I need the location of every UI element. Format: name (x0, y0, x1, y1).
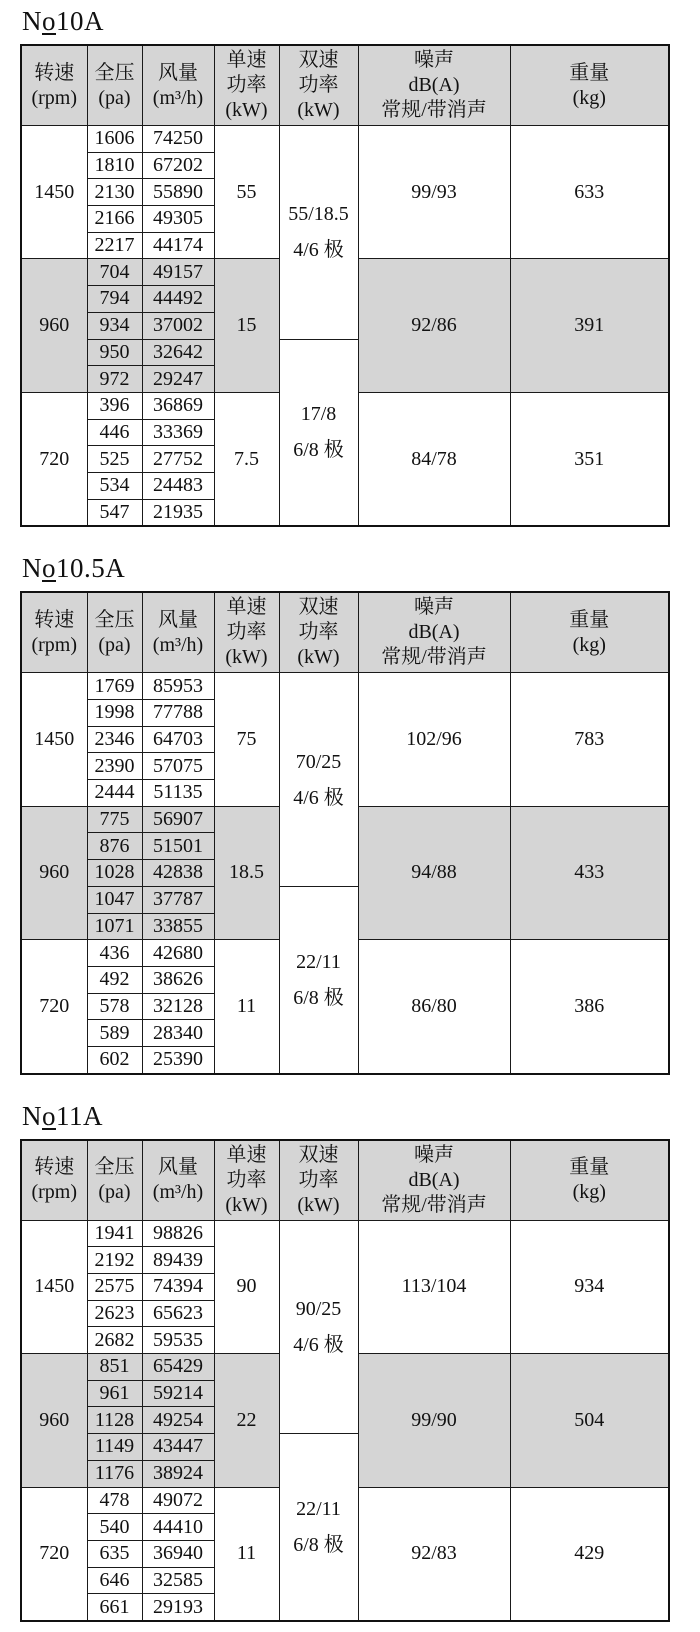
single-power-cell: 22 (214, 1354, 279, 1487)
header-line: 重量 (569, 608, 610, 631)
flow-cell: 33855 (142, 913, 214, 940)
flow-cell: 51501 (142, 833, 214, 860)
flow-cell: 77788 (142, 700, 214, 727)
single-power-cell: 55 (214, 126, 279, 259)
noise-cell: 86/80 (358, 940, 510, 1074)
pressure-cell: 436 (87, 940, 142, 967)
header-line: dB(A) (408, 74, 460, 96)
pressure-cell: 589 (87, 1020, 142, 1047)
header-line: 噪声 (414, 1143, 454, 1166)
pressure-cell: 2623 (87, 1300, 142, 1327)
dual-power-line: 4/6 极 (293, 239, 344, 262)
flow-cell: 67202 (142, 152, 214, 179)
single-power-cell: 15 (214, 259, 279, 392)
header-line: (kW) (297, 1193, 340, 1216)
header-line: (pa) (98, 86, 131, 109)
column-header-single-power (214, 45, 279, 126)
rpm-cell: 960 (21, 1354, 87, 1487)
pressure-cell: 635 (87, 1540, 142, 1567)
noise-cell: 99/93 (358, 126, 510, 259)
flow-cell: 74250 (142, 126, 214, 153)
pressure-cell: 1176 (87, 1460, 142, 1487)
flow-cell: 59214 (142, 1380, 214, 1407)
column-header-rpm (21, 1140, 87, 1221)
table-section (20, 553, 700, 1074)
flow-cell: 49305 (142, 206, 214, 233)
header-line: 全压 (94, 61, 135, 84)
rpm-cell: 960 (21, 806, 87, 939)
dual-power-line: 6/8 极 (293, 986, 344, 1009)
title-prefix: N (22, 553, 42, 584)
column-header-weight (510, 45, 669, 126)
table-row (21, 126, 669, 153)
column-header-dual-power (279, 1140, 358, 1221)
pressure-cell: 950 (87, 339, 142, 366)
header-line: (kW) (225, 99, 268, 121)
single-power-cell: 90 (214, 1220, 279, 1353)
pressure-cell: 851 (87, 1354, 142, 1381)
header-line: 转速 (34, 608, 75, 631)
dual-power-cell (279, 339, 358, 526)
column-header-single-power (214, 1140, 279, 1221)
weight-cell: 391 (510, 259, 669, 392)
rpm-cell: 1450 (21, 1220, 87, 1353)
header-line: 功率 (226, 1168, 267, 1191)
pressure-cell: 2166 (87, 206, 142, 233)
weight-cell: 386 (510, 940, 669, 1074)
column-header-flow (142, 592, 214, 673)
pressure-cell: 1028 (87, 860, 142, 887)
header-line: 噪声 (414, 49, 454, 71)
pressure-cell: 446 (87, 419, 142, 446)
noise-cell: 92/86 (358, 259, 510, 392)
flow-cell: 38626 (142, 966, 214, 993)
pressure-cell: 2130 (87, 179, 142, 206)
weight-cell: 934 (510, 1220, 669, 1353)
pressure-cell: 2575 (87, 1274, 142, 1301)
table-title (22, 1101, 700, 1132)
header-line: (rpm) (31, 1181, 78, 1204)
flow-cell: 21935 (142, 499, 214, 526)
dual-power-cell (279, 126, 358, 340)
pressure-cell: 2217 (87, 232, 142, 259)
pressure-cell: 1941 (87, 1220, 142, 1247)
pressure-cell: 661 (87, 1594, 142, 1621)
header-line: (m³/h) (152, 633, 204, 656)
table-row (21, 673, 669, 700)
spec-table (20, 44, 670, 527)
header-line: 转速 (34, 61, 75, 84)
spec-table (20, 1139, 670, 1622)
header-line: dB(A) (408, 621, 460, 644)
header-line: (pa) (98, 633, 131, 656)
header-line: 功率 (226, 74, 267, 96)
dual-power-line: 70/25 (295, 750, 342, 773)
pressure-cell: 534 (87, 472, 142, 499)
flow-cell: 43447 (142, 1434, 214, 1461)
header-line: 常规/带消声 (381, 646, 487, 669)
header-line: 风量 (158, 608, 198, 631)
noise-cell: 92/83 (358, 1487, 510, 1621)
title-model-number: 10.5A (56, 553, 126, 584)
pressure-cell: 1810 (87, 152, 142, 179)
header-line: dB(A) (408, 1168, 460, 1191)
table-section (20, 1101, 700, 1622)
pressure-cell: 2390 (87, 753, 142, 780)
column-header-noise (358, 592, 510, 673)
pressure-cell: 540 (87, 1514, 142, 1541)
flow-cell: 25390 (142, 1046, 214, 1073)
rpm-cell: 960 (21, 259, 87, 392)
header-row (21, 1140, 669, 1221)
header-line: (m³/h) (152, 86, 204, 109)
dual-power-line: 17/8 (300, 403, 337, 426)
flow-cell: 89439 (142, 1247, 214, 1274)
flow-cell: 36940 (142, 1540, 214, 1567)
header-line: 风量 (158, 1156, 198, 1179)
tables-root (20, 6, 700, 1622)
flow-cell: 65429 (142, 1354, 214, 1381)
flow-cell: 27752 (142, 446, 214, 473)
pressure-cell: 547 (87, 499, 142, 526)
flow-cell: 64703 (142, 726, 214, 753)
dual-power-cell (279, 886, 358, 1073)
noise-cell: 113/104 (358, 1220, 510, 1353)
column-header-dual-power (279, 592, 358, 673)
column-header-pressure (87, 45, 142, 126)
rpm-cell: 720 (21, 392, 87, 526)
rpm-cell: 1450 (21, 673, 87, 806)
header-line: 功率 (298, 621, 339, 644)
flow-cell: 49157 (142, 259, 214, 286)
flow-cell: 59535 (142, 1327, 214, 1354)
flow-cell: 44410 (142, 1514, 214, 1541)
dual-power-line: 4/6 极 (293, 1333, 344, 1356)
column-header-rpm (21, 45, 87, 126)
title-model-number: 11A (56, 1100, 103, 1131)
title-underlined-o: o (42, 553, 56, 584)
pressure-cell: 1998 (87, 700, 142, 727)
dual-power-cell (279, 1434, 358, 1621)
column-header-weight (510, 1140, 669, 1221)
flow-cell: 56907 (142, 806, 214, 833)
header-line: (kW) (225, 646, 268, 669)
header-line: (rpm) (31, 86, 78, 109)
pressure-cell: 876 (87, 833, 142, 860)
flow-cell: 49072 (142, 1487, 214, 1514)
flow-cell: 28340 (142, 1020, 214, 1047)
spec-table (20, 591, 670, 1074)
header-line: 双速 (298, 596, 339, 619)
single-power-cell: 11 (214, 940, 279, 1074)
title-model-number: 10A (56, 6, 104, 36)
header-line: 全压 (94, 608, 135, 631)
column-header-single-power (214, 592, 279, 673)
flow-cell: 32642 (142, 339, 214, 366)
flow-cell: 29193 (142, 1594, 214, 1621)
weight-cell: 433 (510, 806, 669, 939)
flow-cell: 44492 (142, 286, 214, 313)
pressure-cell: 1769 (87, 673, 142, 700)
pressure-cell: 525 (87, 446, 142, 473)
flow-cell: 74394 (142, 1274, 214, 1301)
title-underlined-o: o (42, 6, 56, 36)
flow-cell: 42838 (142, 860, 214, 887)
pressure-cell: 478 (87, 1487, 142, 1514)
header-line: (kW) (297, 99, 340, 121)
flow-cell: 57075 (142, 753, 214, 780)
flow-cell: 32585 (142, 1567, 214, 1594)
flow-cell: 42680 (142, 940, 214, 967)
dual-power-line: 6/8 极 (293, 1534, 344, 1557)
flow-cell: 36869 (142, 392, 214, 419)
header-line: 噪声 (414, 596, 454, 619)
table-row (21, 1220, 669, 1247)
column-header-pressure (87, 592, 142, 673)
header-line: (m³/h) (152, 1181, 204, 1204)
column-header-flow (142, 1140, 214, 1221)
column-header-flow (142, 45, 214, 126)
pressure-cell: 2682 (87, 1327, 142, 1354)
pressure-cell: 1128 (87, 1407, 142, 1434)
header-line: (kg) (572, 1181, 606, 1204)
header-line: 常规/带消声 (381, 99, 487, 121)
flow-cell: 85953 (142, 673, 214, 700)
dual-power-line: 4/6 极 (293, 786, 344, 809)
header-line: (rpm) (31, 633, 78, 656)
dual-power-line: 90/25 (295, 1297, 342, 1320)
noise-cell: 99/90 (358, 1354, 510, 1487)
header-line: (kW) (225, 1193, 268, 1216)
table-section (20, 6, 700, 527)
header-line: 双速 (298, 49, 339, 71)
header-line: 单速 (226, 49, 267, 71)
table-title (22, 6, 700, 37)
dual-power-line: 22/11 (296, 1498, 341, 1521)
title-prefix: N (22, 1100, 42, 1131)
weight-cell: 351 (510, 392, 669, 526)
single-power-cell: 18.5 (214, 806, 279, 939)
weight-cell: 783 (510, 673, 669, 806)
header-line: 转速 (34, 1156, 75, 1179)
rpm-cell: 720 (21, 1487, 87, 1621)
pressure-cell: 1071 (87, 913, 142, 940)
pressure-cell: 2444 (87, 780, 142, 807)
flow-cell: 33369 (142, 419, 214, 446)
title-prefix: N (22, 6, 42, 36)
single-power-cell: 7.5 (214, 392, 279, 526)
column-header-weight (510, 592, 669, 673)
pressure-cell: 396 (87, 392, 142, 419)
flow-cell: 49254 (142, 1407, 214, 1434)
header-line: 功率 (298, 1168, 339, 1191)
noise-cell: 84/78 (358, 392, 510, 526)
header-line: 全压 (94, 1156, 135, 1179)
flow-cell: 32128 (142, 993, 214, 1020)
pressure-cell: 794 (87, 286, 142, 313)
header-row (21, 45, 669, 126)
pressure-cell: 578 (87, 993, 142, 1020)
pressure-cell: 646 (87, 1567, 142, 1594)
rpm-cell: 1450 (21, 126, 87, 259)
noise-cell: 94/88 (358, 806, 510, 939)
pressure-cell: 2192 (87, 1247, 142, 1274)
flow-cell: 51135 (142, 780, 214, 807)
rpm-cell: 720 (21, 940, 87, 1074)
header-row (21, 592, 669, 673)
pressure-cell: 972 (87, 366, 142, 393)
pressure-cell: 602 (87, 1046, 142, 1073)
header-line: 单速 (226, 1143, 267, 1166)
weight-cell: 633 (510, 126, 669, 259)
header-line: 功率 (298, 74, 339, 96)
flow-cell: 65623 (142, 1300, 214, 1327)
header-line: 风量 (158, 61, 198, 84)
header-line: 重量 (569, 1156, 610, 1179)
flow-cell: 55890 (142, 179, 214, 206)
single-power-cell: 75 (214, 673, 279, 806)
flow-cell: 37002 (142, 312, 214, 339)
pressure-cell: 775 (87, 806, 142, 833)
header-line: 双速 (298, 1143, 339, 1166)
pressure-cell: 961 (87, 1380, 142, 1407)
column-header-noise (358, 1140, 510, 1221)
header-line: 常规/带消声 (381, 1193, 487, 1216)
pressure-cell: 934 (87, 312, 142, 339)
flow-cell: 37787 (142, 886, 214, 913)
flow-cell: 24483 (142, 472, 214, 499)
header-line: (kg) (572, 86, 606, 109)
header-line: 单速 (226, 596, 267, 619)
header-line: (kg) (572, 633, 606, 656)
dual-power-line: 6/8 极 (293, 439, 344, 462)
noise-cell: 102/96 (358, 673, 510, 806)
flow-cell: 44174 (142, 232, 214, 259)
flow-cell: 29247 (142, 366, 214, 393)
weight-cell: 429 (510, 1487, 669, 1621)
column-header-pressure (87, 1140, 142, 1221)
flow-cell: 98826 (142, 1220, 214, 1247)
header-line: (pa) (98, 1181, 131, 1204)
header-line: 重量 (569, 61, 610, 84)
column-header-noise (358, 45, 510, 126)
header-line: (kW) (297, 646, 340, 669)
pressure-cell: 2346 (87, 726, 142, 753)
dual-power-cell (279, 673, 358, 887)
single-power-cell: 11 (214, 1487, 279, 1621)
header-line: 功率 (226, 621, 267, 644)
title-underlined-o: o (42, 1100, 56, 1131)
column-header-rpm (21, 592, 87, 673)
pressure-cell: 1149 (87, 1434, 142, 1461)
flow-cell: 38924 (142, 1460, 214, 1487)
pressure-cell: 1606 (87, 126, 142, 153)
dual-power-line: 55/18.5 (288, 203, 349, 226)
weight-cell: 504 (510, 1354, 669, 1487)
dual-power-line: 22/11 (296, 950, 341, 973)
column-header-dual-power (279, 45, 358, 126)
pressure-cell: 492 (87, 966, 142, 993)
dual-power-cell (279, 1220, 358, 1434)
table-title (22, 553, 700, 584)
pressure-cell: 704 (87, 259, 142, 286)
pressure-cell: 1047 (87, 886, 142, 913)
